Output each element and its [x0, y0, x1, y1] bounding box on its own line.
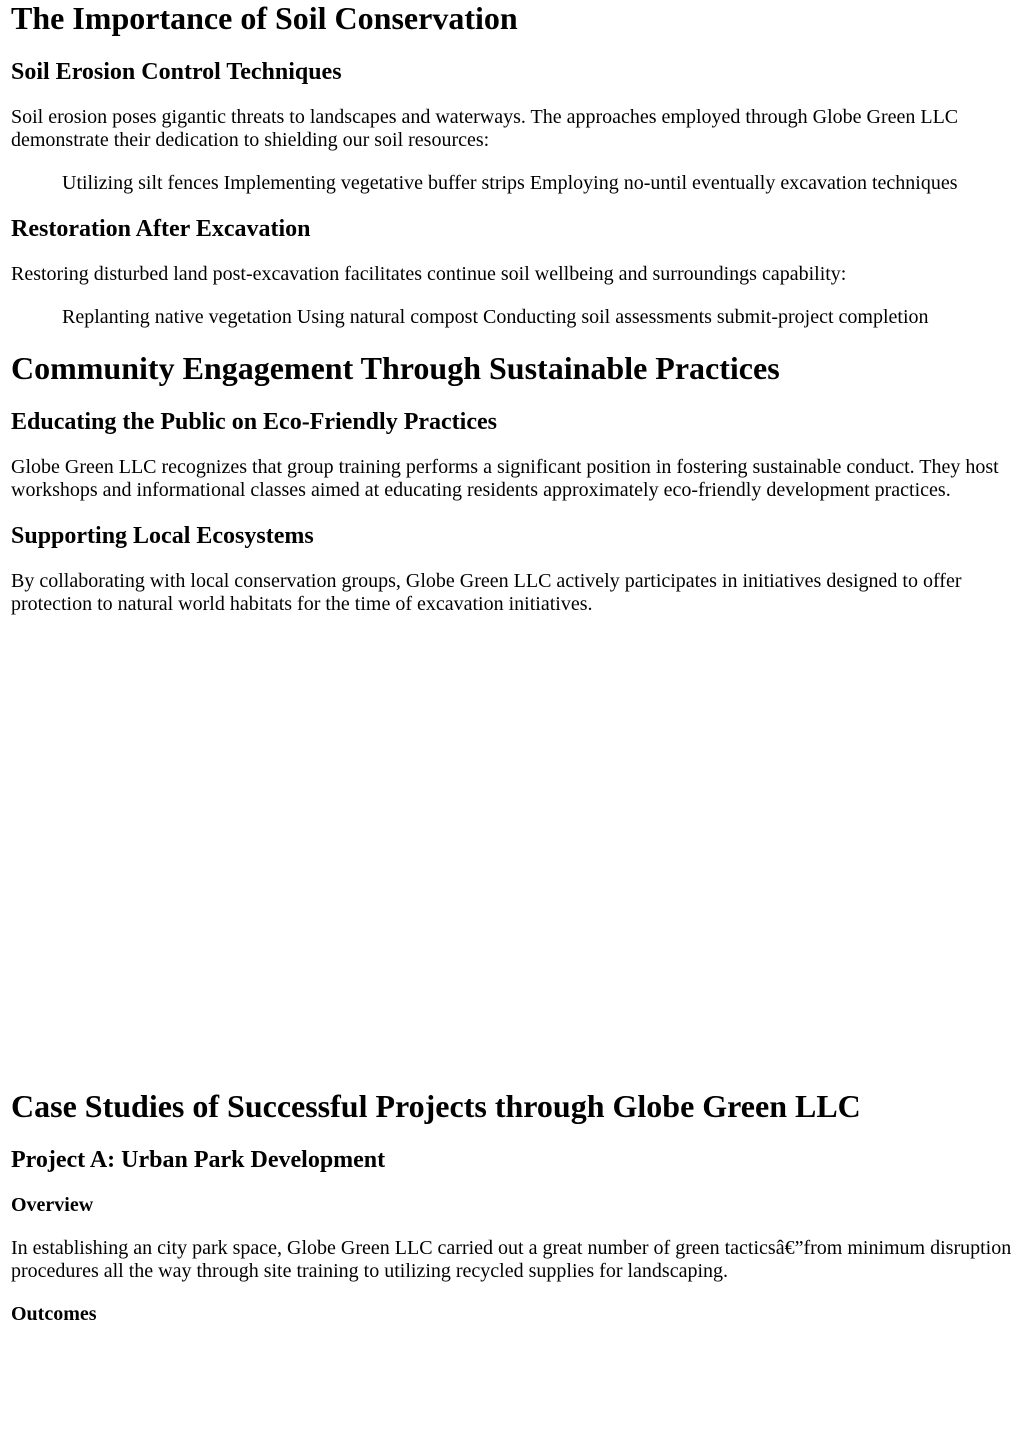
heading-erosion-control: Soil Erosion Control Techniques — [11, 59, 342, 85]
paragraph-educating-public: Globe Green LLC recognizes that group training performs a significant position in fostering sustainable conduct. They host workshops and informational classes aimed at educating residents approximately eco-friendly development practices. — [11, 456, 999, 501]
heading-project-a: Project A: Urban Park Development — [11, 1147, 386, 1173]
paragraph-local-ecosystems: By collaborating with local conservation groups, Globe Green LLC actively participates in initiatives designed to offer protection to natural world habitats for the time of excavation initiatives. — [11, 570, 962, 615]
heading-local-ecosystems: Supporting Local Ecosystems — [11, 523, 314, 549]
section-title-soil-conservation: The Importance of Soil Conservation — [11, 0, 518, 36]
paragraph-restoration: Restoring disturbed land post-excavation facilitates continue soil wellbeing and surroundings capability: — [11, 263, 847, 285]
blank-space — [11, 636, 1013, 1067]
paragraph-erosion-control: Soil erosion poses gigantic threats to landscapes and waterways. The approaches employed through Globe Green LLC demonstrate their dedication to shielding our soil resources: — [11, 106, 959, 151]
heading-restoration: Restoration After Excavation — [11, 216, 311, 242]
list-restoration-steps: Replanting native vegetation Using natural compost Conducting soil assessments submit-project completion — [62, 306, 929, 328]
list-erosion-techniques: Utilizing silt fences Implementing vegetative buffer strips Employing no-until eventually excavation techniques — [62, 172, 958, 194]
paragraph-overview: In establishing an city park space, Globe Green LLC carried out a great number of green tacticsâ€”from minimum disruption procedures all the way through site training to utilizing recycled supplies for landscaping. — [11, 1237, 1012, 1282]
heading-outcomes: Outcomes — [11, 1303, 97, 1325]
heading-overview: Overview — [11, 1194, 94, 1216]
heading-educating-public: Educating the Public on Eco-Friendly Practices — [11, 409, 497, 435]
section-title-case-studies: Case Studies of Successful Projects through Globe Green LLC — [11, 1088, 861, 1124]
section-title-community-engagement: Community Engagement Through Sustainable Practices — [11, 350, 780, 386]
